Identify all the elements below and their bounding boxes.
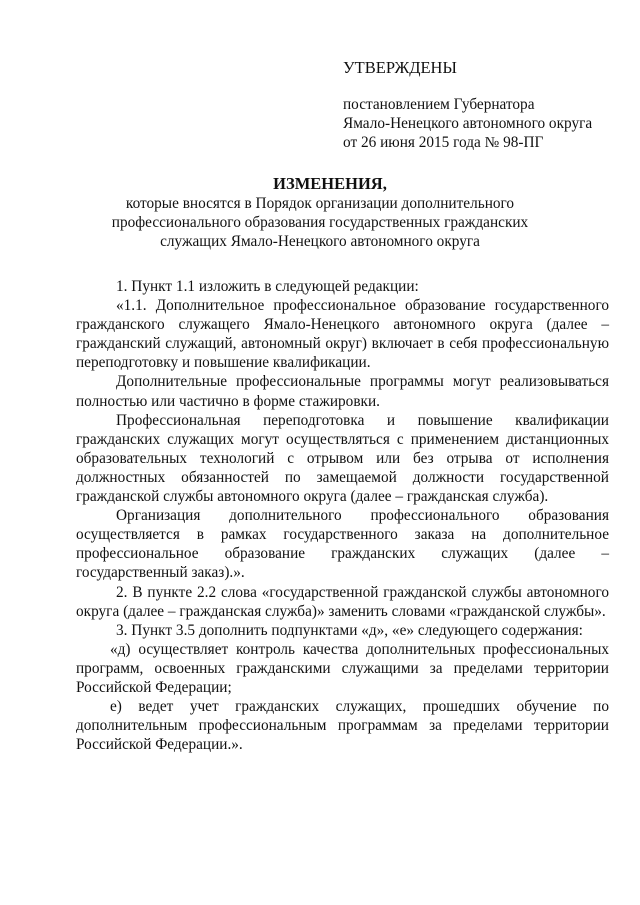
document-body: [76, 277, 609, 754]
paragraph-7: 3. Пункт 3.5 дополнить подпунктами «д», «е» следующего содержания:: [116, 621, 583, 639]
title-subtitle-line-1: которые вносятся в Порядок организации дополнительного: [125, 195, 515, 212]
paragraph-4: Профессиональная переподготовка и повышение квалификации гражданских служащих могут осуществляться с применением дистанционных образовательных технологий с отрывом или без отрыва от исполнения должностных обязанностей по замещаемой должности государственной гражданской службы автономного округа (далее – гражданская служба).: [76, 411, 609, 506]
paragraph-2: «1.1. Дополнительное профессиональное образование государственного гражданского служащего Ямало-Ненецкого автономного округа (далее – гражданский служащий, автономный округ) включает в себя профессиональную переподготовку и повышение квалификации.: [76, 297, 609, 372]
paragraph-3: Дополнительные профессиональные программы могут реализовываться полностью или частично в форме стажировки.: [76, 373, 609, 410]
paragraph-5: Организация дополнительного профессионального образования осуществляется в рамках государственного заказа на дополнительное профессиональное образование гражданских служащих (далее – государственный заказ).».: [76, 507, 609, 582]
approval-line-2: Ямало-Ненецкого автономного округа: [343, 115, 593, 132]
approval-block: [343, 58, 613, 152]
paragraph-9: е) ведет учет гражданских служащих, прошедших обучение по дополнительным профессиональным программам за пределами территории Российской Федерации.».: [76, 698, 609, 754]
title-heading: ИЗМЕНЕНИЯ,: [273, 174, 387, 193]
title-subtitle-line-3: служащих Ямало-Ненецкого автономного округа: [160, 233, 480, 250]
paragraph-6: 2. В пункте 2.2 слова «государственной гражданской службы автономного округа (далее – гражданская служба)» заменить словами «гражданской службы».: [76, 583, 609, 620]
approval-heading: УТВЕРЖДЕНЫ: [343, 58, 457, 77]
approval-line-3: от 26 июня 2015 года № 98-ПГ: [343, 134, 544, 151]
document-title: [0, 174, 640, 251]
paragraph-1: 1. Пункт 1.1 изложить в следующей редакции:: [116, 278, 419, 295]
approval-line-1: постановлением Губернатора: [343, 96, 535, 113]
paragraph-8: «д) осуществляет контроль качества дополнительных профессиональных программ, освоенных гражданскими служащими за пределами территории Российской Федерации;: [76, 640, 609, 696]
title-subtitle-line-2: профессионального образования государственных гражданских: [111, 214, 529, 231]
